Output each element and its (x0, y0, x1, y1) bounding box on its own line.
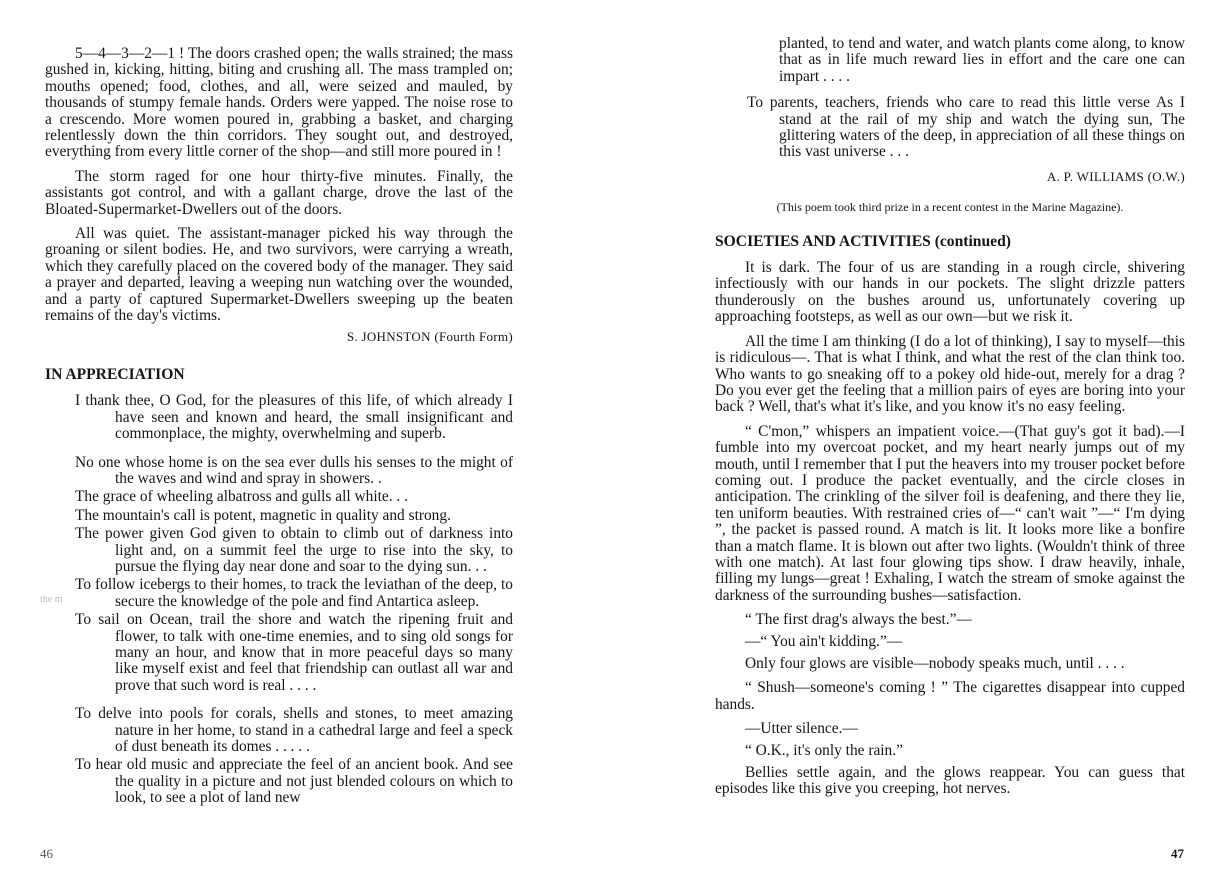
dialogue-line: “ The first drag's always the best.”— (745, 611, 972, 629)
story-paragraph: The storm raged for one hour thirty-five minutes. Finally, the assistants got control, and with a gallant charge, drove the last of the Bloated-Supermarket-Dwellers out of the doors. (45, 167, 513, 218)
right-page (615, 0, 1230, 884)
body-paragraph: All the time I am thinking (I do a lot of thinking), I say to myself—this is ridiculous—. That is what I think, and what the rest of the clan think too. Who wants to go sneaking off to a pokey old hide-out, merely for a drag ? Do you ever get the feeling that a million pairs of eyes are boring into your back ? Well, that's what it's like, and you know it's no easy feeling. (715, 332, 1185, 416)
poem-continuation: planted, to tend and water, and watch plants come along, to know that as in life much reward lies in effort and the care one can impart . . . . (779, 35, 1185, 85)
left-page-column (45, 46, 513, 815)
poem-line: The power given God given to obtain to climb out of darkness into light and, on a summit feel the urge to rise into the sky, to pursue the flying day near done and soar to the dying sun. . . (75, 525, 513, 575)
story-paragraph: All was quiet. The assistant-manager picked his way through the groaning or silent bodies. He, and two survivors, were carrying a wreath, which they carefully placed on the covered body of the manager. They said a prayer and departed, leaving a weeping nun watching over the wounded, and a party of captured Supermarket-Dwellers sweeping up the beaten remains of the day's victims. (45, 225, 513, 325)
poem-line: To follow icebergs to their homes, to track the leviathan of the deep, to secure the knowledge of the pole and find Antartica asleep. (75, 576, 513, 610)
poem-line: To hear old music and appreciate the feel of an ancient book. And see the quality in a picture and not just blended colours on which to look, to see a plot of land new (75, 756, 513, 807)
body-paragraph: “ C'mon,” whispers an impatient voice.—(That guy's got it bad).—I fumble into my overcoat pocket, and my heart nearly jumps out of my mouth, until I remember that I put the heavers into my trouser pocket before coming out. I produce the packet eventually, and the circle closes in anticipation. The crinkling of the silver foil is deafening, and there they lie, ten uniform beauties. With restrained cries of—“ can't wait ”—“ I'm dying ”, the packet is passed round. A match is lit. It looks more like a bonfire than a match flame. It is blown out after two lights. (Wouldn't think of three with one match). At last four glowing tips show. I draw heavily, inhale, filling my lungs—great ! Exhaling, I watch the stream of smoke against the darkness of the surrounding bushes—satisfaction. (715, 422, 1185, 604)
dialogue-line: —“ You ain't kidding.”— (745, 632, 903, 650)
page-number-right: 47 (1171, 846, 1184, 861)
poem-line: To sail on Ocean, trail the shore and watch the ripening fruit and flower, to talk with one-time enemies, and to sing old songs for many an hour, and know that in more peaceful days so many like myself exist and feel that friendship can outlast all war and prove that such word is real . . . . (75, 611, 513, 694)
poem-line: No one whose home is on the sea ever dulls his senses to the might of the waves and wind and spray in showers. . (75, 453, 513, 487)
poem-line: To delve into pools for corals, shells and stones, to meet amazing nature in her home, to stand in a cathedral large and feel a speck of dust beneath its domes . . . . . (75, 705, 513, 756)
body-paragraph: Only four glows are visible—nobody speaks much, until . . . . (745, 655, 1125, 672)
body-paragraph: Bellies settle again, and the glows reappear. You can guess that episodes like this give you creeping, hot nerves. (715, 764, 1185, 798)
poem-heading: IN APPRECIATION (45, 365, 185, 383)
right-page-column (715, 36, 1185, 806)
section-heading: SOCIETIES AND ACTIVITIES (continued) (715, 232, 1011, 250)
poem-stanza: I thank thee, O God, for the pleasures of this life, of which already I have seen and known and heard, the small insignificant and commonplace, the mighty, overwhelming and superb. (75, 392, 513, 443)
body-paragraph: “ Shush—someone's coming ! ” The cigarettes disappear into cupped hands. (715, 679, 1185, 713)
poem-final-stanza: To parents, teachers, friends who care to read this little verse As I stand at the rail of my ship and watch the dying sun, The glittering waters of the deep, in appreciation of all these things on this vast universe . . . (747, 94, 1185, 161)
poem-note: (This poem took third prize in a recent contest in the Marine Magazine). (776, 200, 1124, 215)
story-paragraph: 5—4—3—2—1 ! The doors crashed open; the walls strained; the mass gushed in, kicking, hitting, biting and crushing all. The mass trampled on; mouths opened; food, clothes, and all, were seized and mauled, by thousands of stumpy female hands. Orders were yapped. The noise rose to a crescendo. More women poured in, grabbing a basket, and charging relentlessly down the thin corridors. They sought out, and destroyed, everything from every little corner of the shop—and still more poured in ! (45, 45, 513, 161)
margin-mark: the m (40, 594, 63, 605)
poem-line: The mountain's call is potent, magnetic in quality and strong. (75, 506, 451, 524)
dialogue-line: “ O.K., it's only the rain.” (745, 741, 903, 759)
poem-line: The grace of wheeling albatross and gulls all white. . . (75, 488, 408, 506)
poem-signature: A. P. WILLIAMS (O.W.) (1046, 168, 1185, 184)
body-paragraph: It is dark. The four of us are standing in a rough circle, shivering infectiously with our hands in our pockets. The slight drizzle patters thunderously on the bushes around us, unfortunately covering up approaching footsteps, as well as our own—but we risk it. (715, 259, 1185, 326)
dialogue-line: —Utter silence.— (745, 720, 858, 738)
page-number-left: 46 (40, 846, 53, 861)
story-signature: S. JOHNSTON (Fourth Form) (346, 328, 513, 344)
